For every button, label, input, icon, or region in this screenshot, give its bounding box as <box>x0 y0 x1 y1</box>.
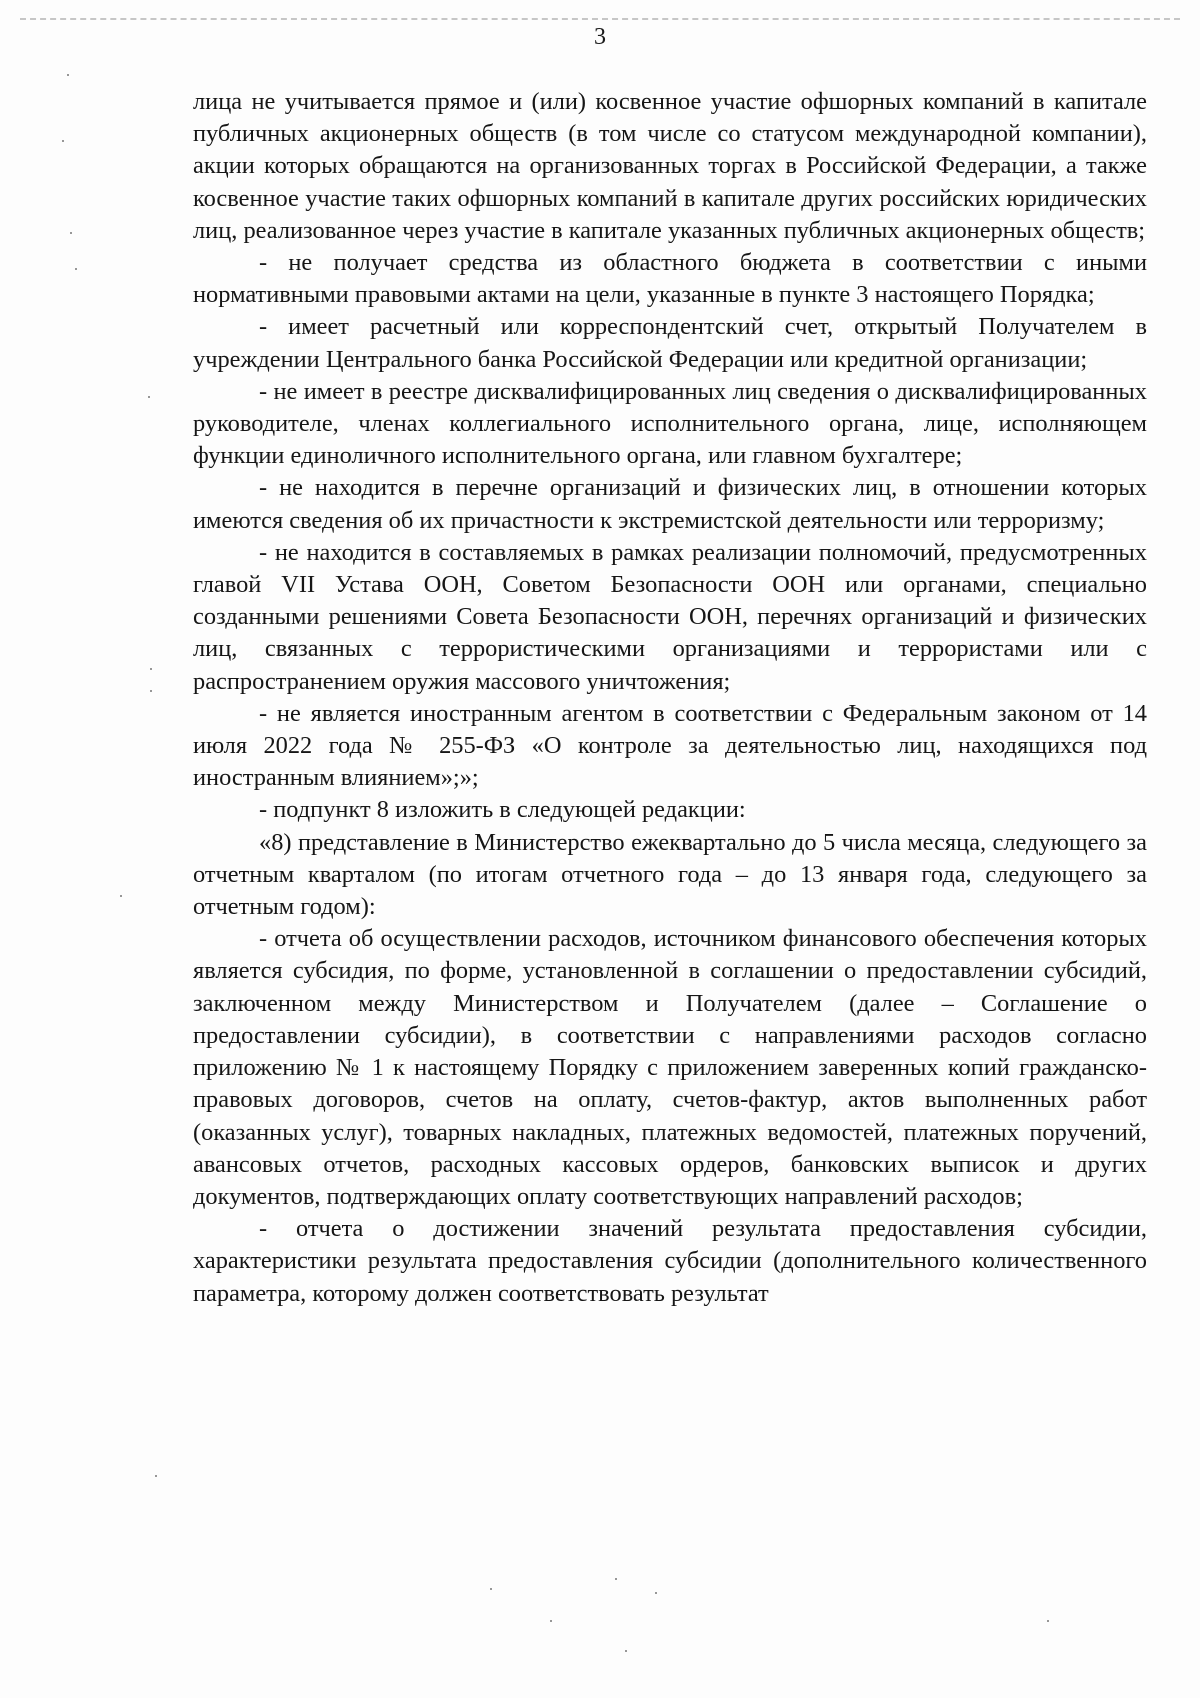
paragraph-regional-budget: - не получает средства из областного бюджета в соответствии с иными нормативными правовыми актами на цели, указанные в пункте 3 настоящего Порядка; <box>193 249 1147 309</box>
page-number: 3 <box>594 24 606 50</box>
scan-speck <box>655 1592 657 1594</box>
scan-speck <box>150 690 152 692</box>
scan-speck <box>70 232 72 234</box>
scan-speck <box>615 1578 617 1580</box>
scan-speck <box>150 668 152 670</box>
paragraph-offshore-participation: лица не учитывается прямое и (или) косвенное участие офшорных компаний в капитале публичных акционерных обществ (в том числе со статусом международной компании), акции которых обращаются на организованных торгах в Российской Федерации, а также косвенное участие таких офшорных компаний в капитале других российских юридических лиц, реализованное через участие в капитале указанных публичных акционерных обществ; <box>193 88 1147 244</box>
scan-speck <box>490 1588 492 1590</box>
paragraph-extremism-list: - не находится в перечне организаций и физических лиц, в отношении которых имеются сведения об их причастности к экстремистской деятельности или терроризму; <box>193 474 1147 534</box>
scan-speck <box>550 1620 552 1622</box>
scan-speck <box>120 895 122 897</box>
document-body <box>193 86 1147 1310</box>
paragraph-disqualified-persons: - не имеет в реестре дисквалифицированных лиц сведения о дисквалифицированных руководителе, членах коллегиального исполнительного органа, лице, исполняющем функции единоличного исполнительного органа, или главном бухгалтере; <box>193 377 1147 470</box>
scan-speck <box>62 140 64 142</box>
scan-speck <box>75 268 77 270</box>
paragraph-foreign-agent: - не является иностранным агентом в соответствии с Федеральным законом от 14 июля 2022 года № 255-ФЗ «О контроле за деятельностью лиц, находящихся под иностранным влиянием»;»; <box>193 699 1147 792</box>
scan-speck <box>155 1475 157 1477</box>
paragraph-quarterly-reporting: «8) представление в Министерство ежеквартально до 5 числа месяца, следующего за отчетным кварталом (по итогам отчетного года – до 13 января года, следующего за отчетным годом): <box>193 828 1147 921</box>
paragraph-expense-report: - отчета об осуществлении расходов, источником финансового обеспечения которых является субсидия, по форме, установленной в соглашении о предоставлении субсидий, заключенном между Министерством и Получателем (далее – Соглашение о предоставлении субсидии), в соответствии с направлениями расходов согласно приложению № 1 к настоящему Порядку с приложением заверенных копий гражданско-правовых договоров, счетов на оплату, счетов-фактур, актов выполненных работ (оказанных услуг), товарных накладных, платежных ведомостей, платежных поручений, авансовых отчетов, расходных кассовых ордеров, банковских выписок и других документов, подтверждающих оплату соответствующих направлений расходов; <box>193 925 1147 1210</box>
scan-speck <box>148 396 150 398</box>
scan-speck <box>625 1650 627 1652</box>
scan-speck <box>67 74 69 76</box>
paragraph-subclause-8: - подпункт 8 изложить в следующей редакции: <box>259 796 746 824</box>
scan-speck <box>1047 1620 1049 1622</box>
paragraph-bank-account: - имеет расчетный или корреспондентский счет, открытый Получателем в учреждении Центрального банка Российской Федерации или кредитной организации; <box>193 313 1147 373</box>
scan-top-edge <box>20 18 1180 20</box>
paragraph-result-report: - отчета о достижении значений результата предоставления субсидии, характеристики результата предоставления субсидии (дополнительного количественного параметра, которому должен соответствовать результат <box>193 1215 1147 1307</box>
paragraph-un-lists: - не находится в составляемых в рамках реализации полномочий, предусмотренных главой VII Устава ООН, Советом Безопасности ООН или органами, специально созданными решениями Совета Безопасности ООН, перечнях организаций и физических лиц, связанных с террористическими организациями и террористами или с распространением оружия массового уничтожения; <box>193 538 1147 695</box>
